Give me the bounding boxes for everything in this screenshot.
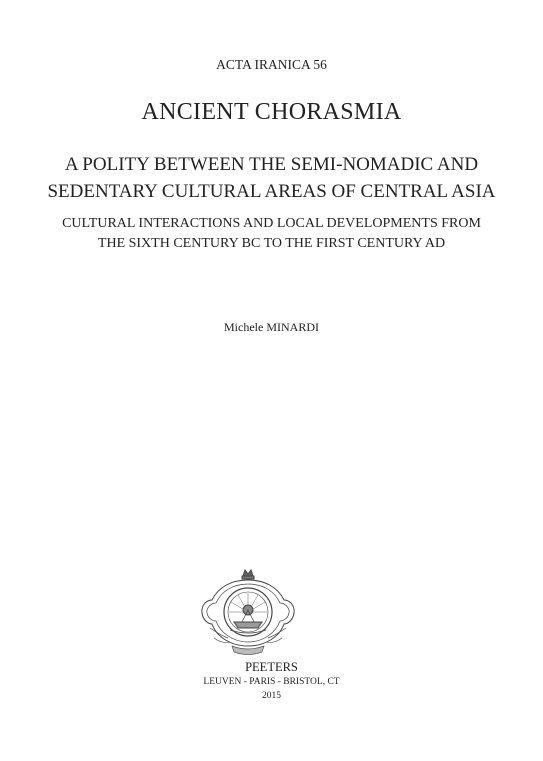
publisher-emblem-icon <box>196 566 300 662</box>
author-name: Michele MINARDI <box>224 320 319 334</box>
secondary-subtitle-line-1: CULTURAL INTERACTIONS AND LOCAL DEVELOPMENTS FROM <box>62 216 481 231</box>
subtitle-line-2: SEDENTARY CULTURAL AREAS OF CENTRAL ASIA <box>47 181 496 202</box>
series-title: ACTA IRANICA 56 <box>216 57 327 72</box>
publisher-places: LEUVEN - PARIS - BRISTOL, CT <box>203 677 340 687</box>
subtitle-line-1: A POLITY BETWEEN THE SEMI-NOMADIC AND <box>64 154 479 175</box>
publication-year: 2015 <box>262 691 281 701</box>
publisher-name: PEETERS <box>245 660 298 674</box>
book-title: ANCIENT CHORASMIA <box>141 99 402 125</box>
secondary-subtitle-line-2: THE SIXTH CENTURY BC TO THE FIRST CENTURY AD <box>97 236 446 251</box>
